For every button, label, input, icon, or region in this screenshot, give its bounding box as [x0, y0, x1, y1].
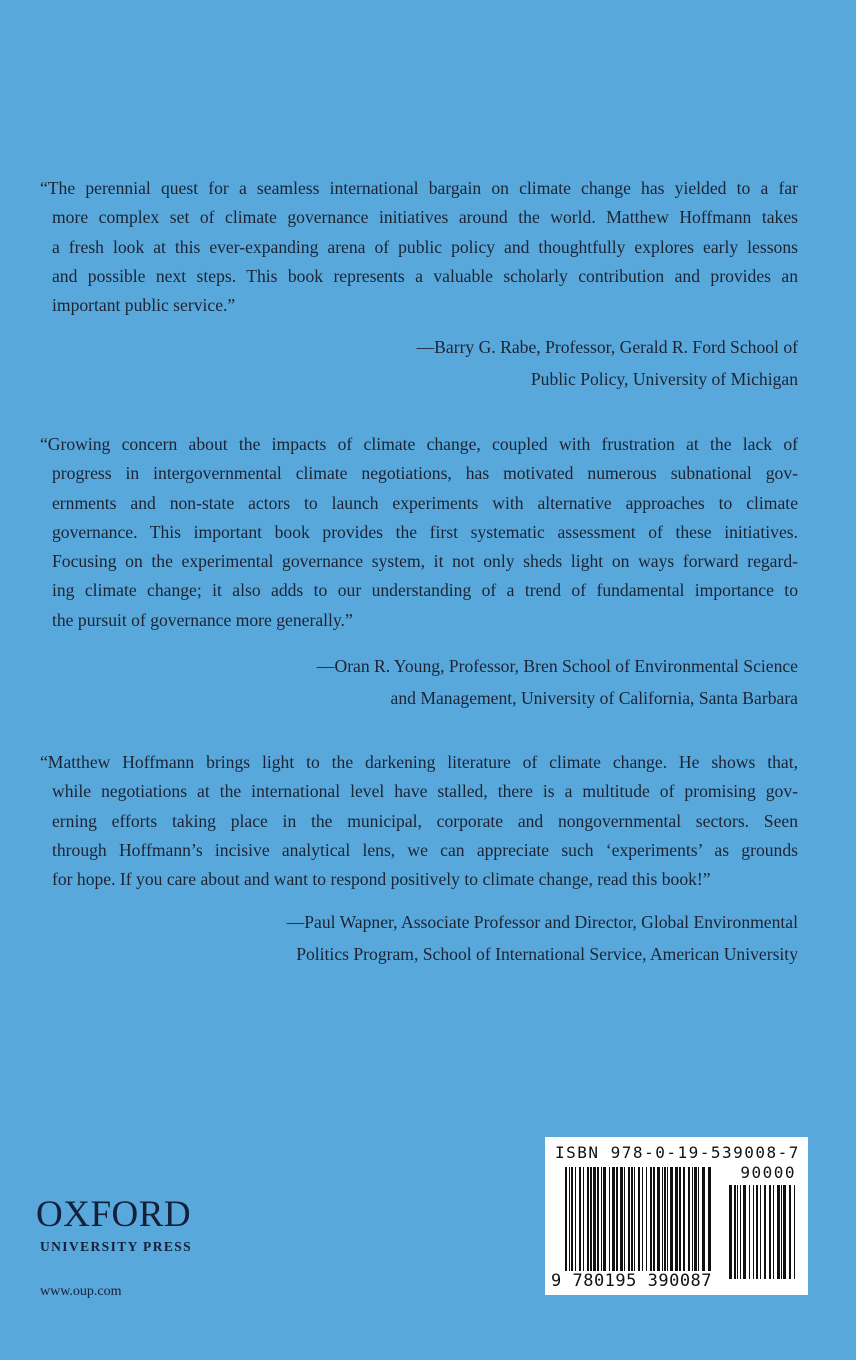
barcode-bar [698, 1167, 699, 1271]
quote-line: “The perennial quest for a seamless international bargain on climate change has yielded to a far [40, 178, 798, 198]
barcode-bar [702, 1167, 705, 1271]
publisher-url: www.oup.com [40, 1284, 122, 1299]
quote-line: important public service.” [52, 295, 236, 316]
barcode-bar [708, 1167, 711, 1279]
barcode-bar [783, 1185, 786, 1279]
barcode-bar [756, 1185, 758, 1279]
endorsement-quote-3 [40, 748, 798, 894]
quote-line: ing climate change; it also adds to our understanding of a trend of fundamental importance to [52, 580, 798, 601]
barcode-bar [694, 1167, 697, 1271]
attribution-line: and Management, University of California, Santa Barbara [390, 688, 798, 708]
barcode-bar [634, 1167, 635, 1279]
barcode-bar [794, 1185, 795, 1279]
barcode-bar [740, 1185, 741, 1279]
barcode-bar [749, 1185, 750, 1279]
barcode-bar [638, 1167, 640, 1279]
endorsement-attribution-2 [317, 650, 798, 714]
attribution-line: —Paul Wapner, Associate Professor and Director, Global Environmental [286, 912, 798, 932]
quote-line: the pursuit of governance more generally.” [52, 609, 353, 630]
barcode-bar [575, 1167, 576, 1271]
barcode-bar [569, 1167, 570, 1271]
quote-line: progress in intergovernmental climate negotiations, has motivated numerous subnational gov- [52, 463, 798, 484]
quote-line: while negotiations at the international level have stalled, there is a multitude of promising gov- [52, 781, 798, 802]
quote-line: ernments and non-state actors to launch experiments with alternative approaches to climate [52, 492, 798, 513]
isbn-number: ISBN 978-0-19-539008-7 [555, 1143, 800, 1162]
publisher-logo-name: OXFORD [36, 1194, 192, 1235]
barcode-bar [628, 1167, 630, 1271]
barcode-bar [667, 1167, 668, 1271]
barcode-bar [773, 1185, 774, 1279]
barcode-bar [769, 1185, 771, 1279]
barcode-bar [642, 1167, 643, 1271]
barcode-bar [620, 1167, 623, 1271]
barcode-bar [603, 1167, 606, 1271]
barcode-bar [590, 1167, 592, 1271]
barcode-bar [579, 1167, 581, 1271]
quote-line: for hope. If you care about and want to respond positively to climate change, read this book!” [52, 869, 711, 890]
barcode-bar [789, 1185, 791, 1279]
barcode-bar [753, 1185, 754, 1279]
quote-line: “Matthew Hoffmann brings light to the darkening literature of climate change. He shows that, [40, 752, 798, 772]
barcode-bar [737, 1185, 738, 1279]
barcode-bar [597, 1167, 599, 1271]
barcode-bar [583, 1167, 584, 1271]
barcode-bar [679, 1167, 681, 1271]
barcode-bar [587, 1167, 589, 1271]
barcode-bar [601, 1167, 602, 1271]
barcode-bar [692, 1167, 693, 1271]
price-addon-number: 90000 [740, 1163, 796, 1182]
barcode-bar [657, 1167, 660, 1271]
publisher-logo-subname: UNIVERSITY PRESS [40, 1239, 193, 1254]
barcode-bar [777, 1185, 780, 1279]
barcode-bar [650, 1167, 652, 1271]
ean-number: 9 780195 390087 [551, 1271, 713, 1291]
barcode-bar [675, 1167, 678, 1271]
barcode-bar [612, 1167, 615, 1271]
barcode-bar [662, 1167, 663, 1271]
attribution-line: Politics Program, School of International Service, American University [296, 944, 798, 964]
barcode-bar [664, 1167, 666, 1271]
barcode-bar [688, 1167, 690, 1271]
barcode-bar [653, 1167, 655, 1271]
barcode-bar [781, 1185, 782, 1279]
barcode-bar [616, 1167, 618, 1271]
barcode-bar [734, 1185, 736, 1279]
endorsement-quote-2 [40, 430, 798, 635]
quote-line: governance. This important book provides the first systematic assessment of these initiatives. [52, 521, 798, 542]
barcode-bar [760, 1185, 761, 1279]
barcode-bar [764, 1185, 766, 1279]
attribution-line: —Barry G. Rabe, Professor, Gerald R. Ford School of [416, 337, 798, 357]
endorsement-quote-1 [40, 174, 798, 320]
barcode-bar [683, 1167, 685, 1271]
barcode-bar [609, 1167, 610, 1271]
barcode-bar [624, 1167, 625, 1271]
endorsement-attribution-1 [417, 331, 798, 395]
quote-line: through Hoffmann’s incisive analytical lens, we can appreciate such ‘experiments’ as grounds [52, 839, 798, 860]
endorsement-attribution-3 [287, 906, 798, 970]
attribution-line: Public Policy, University of Michigan [530, 369, 798, 389]
barcode-bar [670, 1167, 673, 1271]
barcode-bar [646, 1167, 647, 1271]
quote-line: and possible next steps. This book represents a valuable scholarly contribution and provides an [52, 265, 798, 286]
quote-line: a fresh look at this ever-expanding arena of public policy and thoughtfully explores early lessons [52, 236, 798, 257]
barcode-bar [743, 1185, 746, 1279]
quote-line: erning efforts taking place in the municipal, corporate and nongovernmental sectors. Seen [52, 810, 798, 831]
barcode-bar [729, 1185, 732, 1279]
quote-line: “Growing concern about the impacts of climate change, coupled with frustration at the lack of [40, 434, 798, 454]
barcode-bar [631, 1167, 633, 1271]
barcode-bar [565, 1167, 567, 1279]
quote-line: more complex set of climate governance initiatives around the world. Matthew Hoffmann takes [52, 207, 798, 228]
isbn-barcode [545, 1137, 808, 1295]
attribution-line: —Oran R. Young, Professor, Bren School of Environmental Science [316, 656, 798, 676]
barcode-bar [593, 1167, 596, 1271]
barcode-bar [571, 1167, 573, 1271]
quote-line: Focusing on the experimental governance system, it not only sheds light on ways forward regard- [52, 551, 798, 572]
